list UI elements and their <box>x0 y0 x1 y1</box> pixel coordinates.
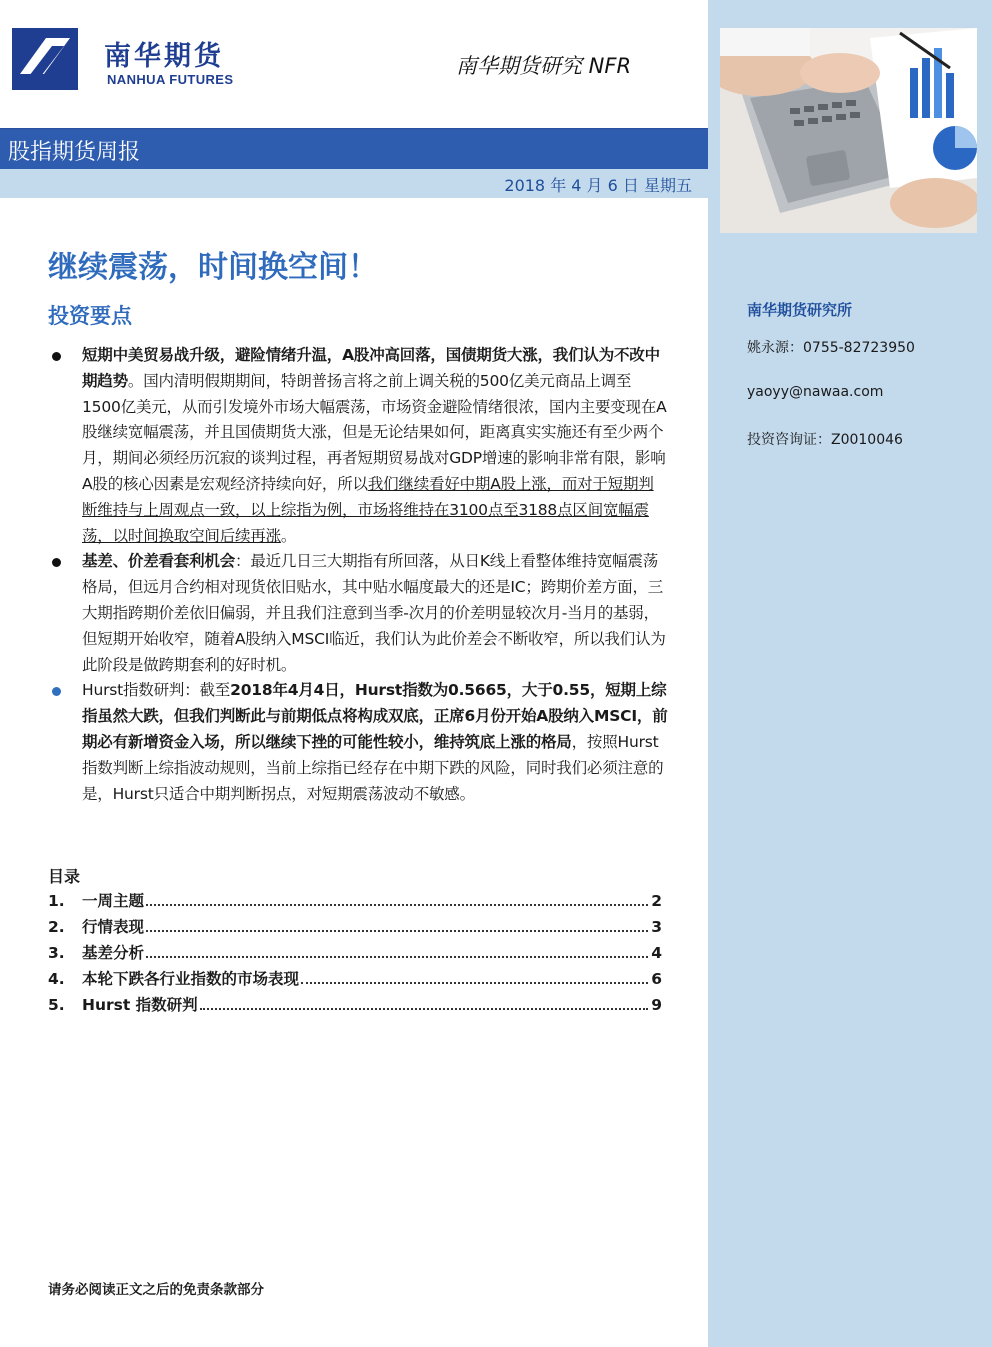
toc-page: 3 <box>651 918 662 936</box>
toc-entry[interactable] <box>48 915 662 941</box>
toc-label: Hurst 指数研判 <box>82 996 198 1014</box>
key-point-text-end: 。 <box>280 526 297 545</box>
toc-entry[interactable] <box>48 967 662 993</box>
toc-page: 9 <box>651 996 662 1014</box>
toc-entry[interactable] <box>48 889 662 915</box>
key-point-text: ：最近几日三大期指有所回落，从日K线上看整体维持宽幅震荡格局，但远月合约相对现货依旧贴水，其中贴水幅度最大的还是IC；跨期价差方面，三大期指跨期价差依旧偏弱，并且我们注意到当季-次月的价差明显较次月-当月的基弱，但短期开始收窄，随着A股纳入MSCI临近，我们认为此价差会不断收窄，所以我们认为此阶段是做跨期套利的好时机。 <box>82 552 666 674</box>
toc-leader <box>301 982 648 984</box>
company-logo <box>12 28 242 94</box>
cover-photo <box>720 28 977 233</box>
logo-chinese-name: 南华期货 <box>104 41 224 72</box>
license-number: 投资咨询证：Z0010046 <box>747 432 903 448</box>
key-point-3 <box>48 678 668 807</box>
disclaimer-note: 请务必阅读正文之后的免责条款部分 <box>48 1282 264 1298</box>
toc-number: 5. <box>48 996 65 1014</box>
toc-page: 4 <box>651 944 662 962</box>
toc-leader <box>146 904 648 906</box>
logo-english-name: NANHUA FUTURES <box>107 72 234 87</box>
key-point-bold: 2018年4月4日，Hurst指数为0.5665，大于0.55，短期上综指虽然大跌，但我们判断此与前期低点将构成双底，正席6月份开始A股纳入MSCI，前期必有新增资金入场，所以继续下挫的可能性较小，维持筑底上涨的格局 <box>82 681 668 751</box>
key-point-2 <box>48 549 668 678</box>
nanhua-logo-icon <box>12 28 78 90</box>
toc-leader <box>146 956 648 958</box>
key-point-lead: 短期中美贸易战升级，避险情绪升温，A股冲高回落，国债期货大涨，我们认为不改中期趋势 <box>82 346 660 390</box>
brand-tagline: 南华期货研究 NFR <box>456 54 632 78</box>
toc-page: 6 <box>651 970 662 988</box>
toc-entry[interactable] <box>48 993 662 1019</box>
toc-label: 一周主题 <box>82 892 145 910</box>
analyst-contact: 姚永源：0755-82723950 <box>747 340 915 356</box>
toc-title: 目录 <box>48 867 81 886</box>
toc-entry[interactable] <box>48 941 662 967</box>
toc-number: 4. <box>48 970 65 988</box>
report-type: 股指期货周报 <box>8 140 141 165</box>
key-point-lead: 基差、价差看套利机会 <box>82 552 236 571</box>
key-point-text: 。国内清明假期期间，特朗普扬言将之前上调关税的500亿美元商品上调至1500亿美元，从而引发境外市场大幅震荡，市场资金避险情绪很浓，国内主要变现在A股继续宽幅震荡，并且国债期货大涨，但是无论结果如何，距离真实实施还有至少两个月，期间必须经历沉寂的谈判过程，再者短期贸易战对GDP增速的影响非常有限，影响A股的核心因素是宏观经济持续向好，所以 <box>82 371 667 493</box>
toc-leader <box>146 930 648 932</box>
research-institute: 南华期货研究所 <box>747 301 853 319</box>
key-point-lead: Hurst指数研判：截至 <box>82 681 231 700</box>
report-date: 2018 年 4 月 6 日 星期五 <box>504 176 692 195</box>
toc-number: 1. <box>48 892 65 910</box>
analyst-email[interactable]: yaoyy@nawaa.com <box>747 384 884 400</box>
toc-page: 2 <box>651 892 662 910</box>
key-point-text: ，按照Hurst指数判断上综指波动规则，当前上综指已经存在中期下跌的风险，同时我们必须注意的是，Hurst只适合中期判断拐点，对短期震荡波动不敏感。 <box>82 732 664 803</box>
key-point-1 <box>48 343 668 549</box>
key-point-underlined: 我们继续看好中期A股上涨，而对于短期判断维持与上周观点一致，以上综指为例，市场将维持在3100点至3188点区间宽幅震荡，以时间换取空间后续再涨 <box>82 474 654 545</box>
bullet-dot-icon <box>52 687 61 696</box>
section-title: 投资要点 <box>48 304 132 328</box>
toc-leader <box>200 1008 648 1010</box>
toc-label: 行情表现 <box>82 918 145 936</box>
toc-label: 本轮下跌各行业指数的市场表现 <box>82 970 300 988</box>
page-title: 继续震荡，时间换空间！ <box>48 250 378 285</box>
report-type-banner <box>0 129 708 169</box>
date-band <box>0 169 708 198</box>
toc-number: 3. <box>48 944 65 962</box>
toc-label: 基差分析 <box>82 944 145 962</box>
bullet-dot-icon <box>52 352 61 361</box>
toc-number: 2. <box>48 918 65 936</box>
key-points-list <box>48 343 668 807</box>
table-of-contents <box>48 889 662 1019</box>
bullet-dot-icon <box>52 558 61 567</box>
